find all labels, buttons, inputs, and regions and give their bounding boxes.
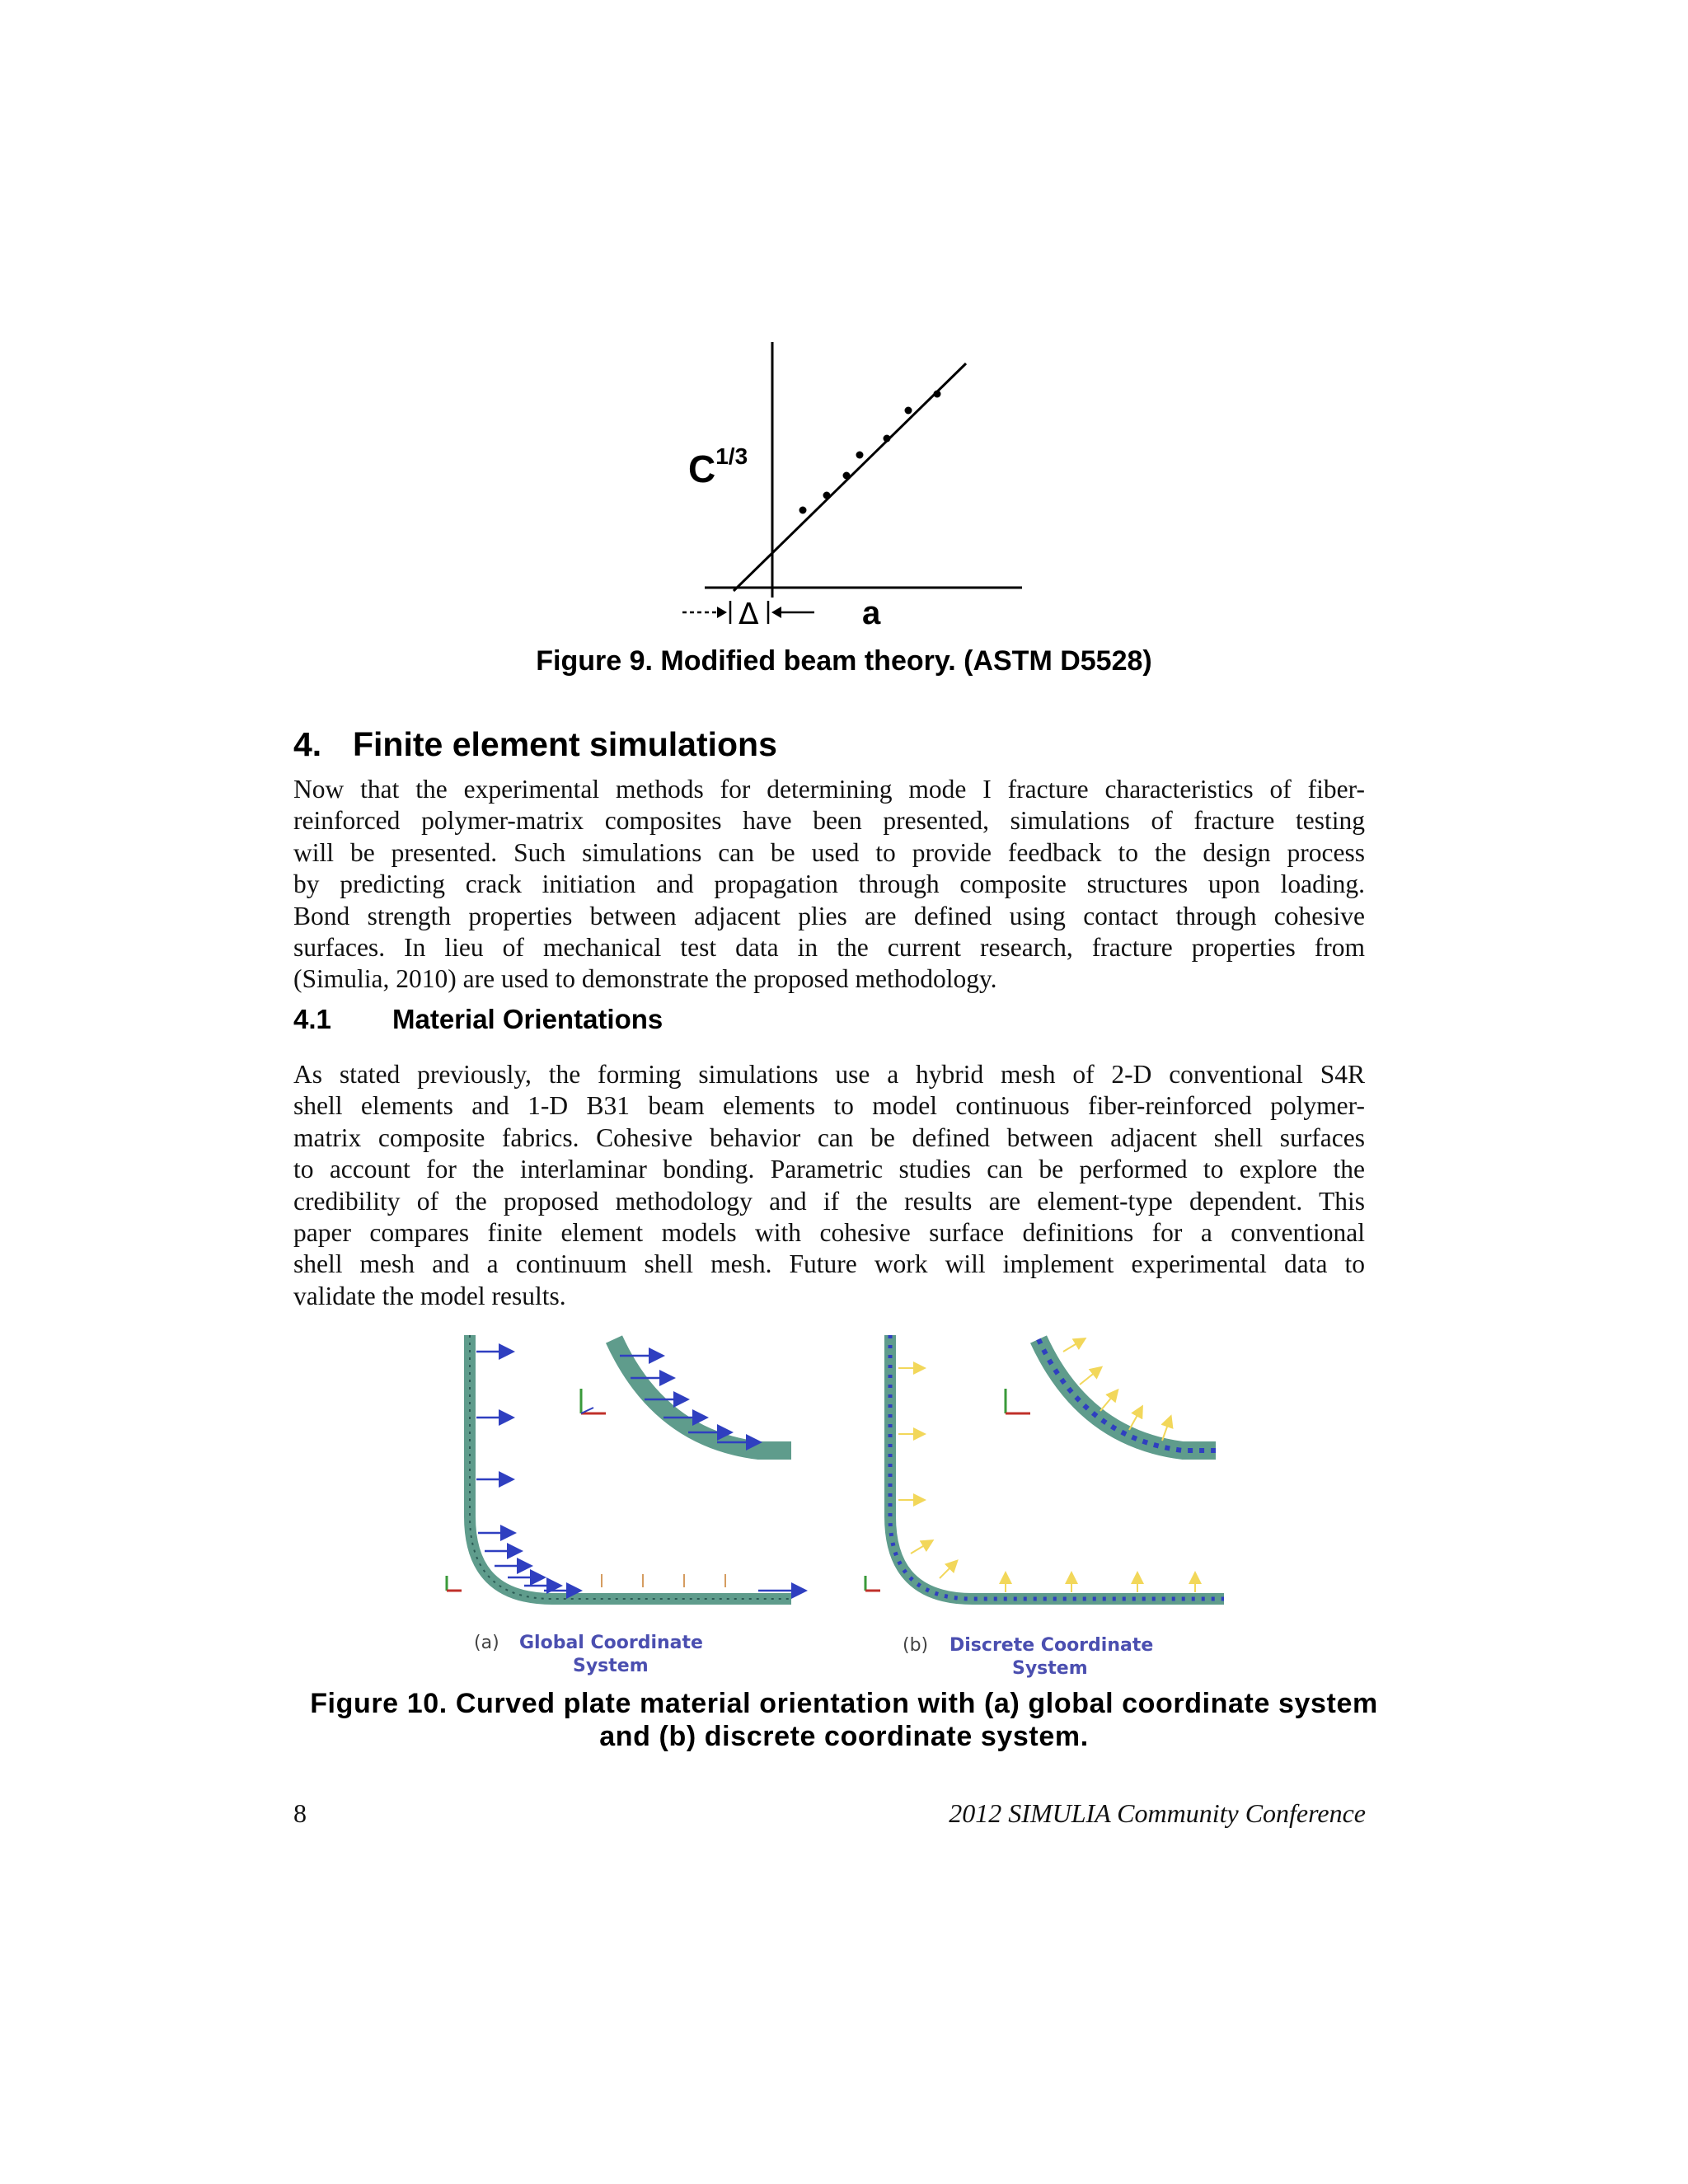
subsection-number: 4.1 [293, 1004, 331, 1034]
panel-a-label-1: Global Coordinate [519, 1633, 703, 1653]
subsection-title: Material Orientations [392, 1004, 663, 1034]
paragraph-line: by predicting crack initiation and propagation through composite structures upon loading. [293, 869, 1365, 899]
section-title: Finite element simulations [353, 725, 777, 763]
panel-a [447, 1335, 804, 1676]
paragraph-line: matrix composite fabrics. Cohesive behavior can be defined between adjacent shell surfaces [293, 1122, 1365, 1152]
paragraph-line: As stated previously, the forming simulations use a hybrid mesh of 2-D conventional S4R [293, 1060, 1365, 1089]
x-axis-label: a [862, 595, 881, 631]
data-point [905, 407, 912, 415]
panel-b-arrows [898, 1368, 1195, 1592]
panel-b-inset-axes [1006, 1389, 1030, 1413]
paragraph-line: (Simulia, 2010) are used to demonstrate the proposed methodology. [293, 964, 997, 994]
y-axis-label: $C^{1/3}$ [688, 443, 748, 490]
paragraph-line: paper compares finite element models with cohesive surface definitions for a conventional [293, 1218, 1365, 1248]
figure-10-diagram [429, 1319, 1253, 1681]
panel-b-inset-plate [1039, 1339, 1216, 1451]
panel-b-label-2: System [1012, 1658, 1088, 1679]
paragraph-line: reinforced polymer-matrix composites have been presented, simulations of fracture testing [293, 806, 1365, 836]
figure-10-caption [0, 1687, 1688, 1753]
data-point [823, 492, 831, 499]
panel-b-label-1: Discrete Coordinate [950, 1635, 1154, 1656]
caption-line: and (b) discrete coordinate system. [599, 1721, 1089, 1752]
panel-b-axes [865, 1576, 880, 1591]
paragraph-line: shell elements and 1-D B31 beam elements to model continuous fiber-reinforced polymer- [293, 1091, 1365, 1121]
paragraph-line: Now that the experimental methods for determining mode I fracture characteristics of fiber- [293, 775, 1365, 804]
figure-9-diagram [676, 334, 1039, 639]
paragraph-line: to account for the interlaminar bonding. Parametric studies can be performed to explore the [293, 1155, 1365, 1184]
paragraph-line: Bond strength properties between adjacent plies are defined using contact through cohesive [293, 901, 1365, 930]
panel-a-inset-axes [581, 1389, 606, 1413]
section-heading [293, 725, 777, 764]
panel-a-tag: (a) [474, 1633, 499, 1653]
panel-a-ticks [602, 1574, 725, 1587]
panel-b [865, 1335, 1224, 1679]
paragraph-line: will be presented. Such simulations can be used to provide feedback to the design process [293, 837, 1365, 867]
panel-b-tag: (b) [903, 1635, 929, 1656]
panel-a-label-2: System [573, 1656, 649, 1676]
subsection-paragraph [293, 1059, 1365, 1312]
paragraph-line: credibility of the proposed methodology and if the results are element-type dependent. This [293, 1186, 1365, 1216]
delta-label: Δ [738, 598, 759, 631]
data-point [856, 452, 864, 459]
panel-a-axes [447, 1576, 462, 1591]
paragraph-line: surfaces. In lieu of mechanical test data in the current research, fracture properties from [293, 933, 1365, 963]
paragraph-line: validate the model results. [293, 1281, 566, 1310]
data-point [934, 391, 941, 398]
paragraph-line: shell mesh and a continuum shell mesh. Future work will implement experimental data to [293, 1249, 1365, 1279]
section-paragraph [293, 774, 1365, 996]
conference-name: 2012 SIMULIA Community Conference [949, 1798, 1366, 1828]
data-point [799, 507, 807, 514]
section-number: 4. [293, 725, 322, 763]
page-number: 8 [293, 1798, 307, 1828]
subsection-heading [293, 1004, 663, 1035]
data-point [843, 472, 851, 480]
data-point [884, 435, 891, 443]
caption-line: Figure 10. Curved plate material orientation with (a) global coordinate system [310, 1688, 1378, 1719]
figure-9-caption: Figure 9. Modified beam theory. (ASTM D5528) [536, 645, 1152, 677]
